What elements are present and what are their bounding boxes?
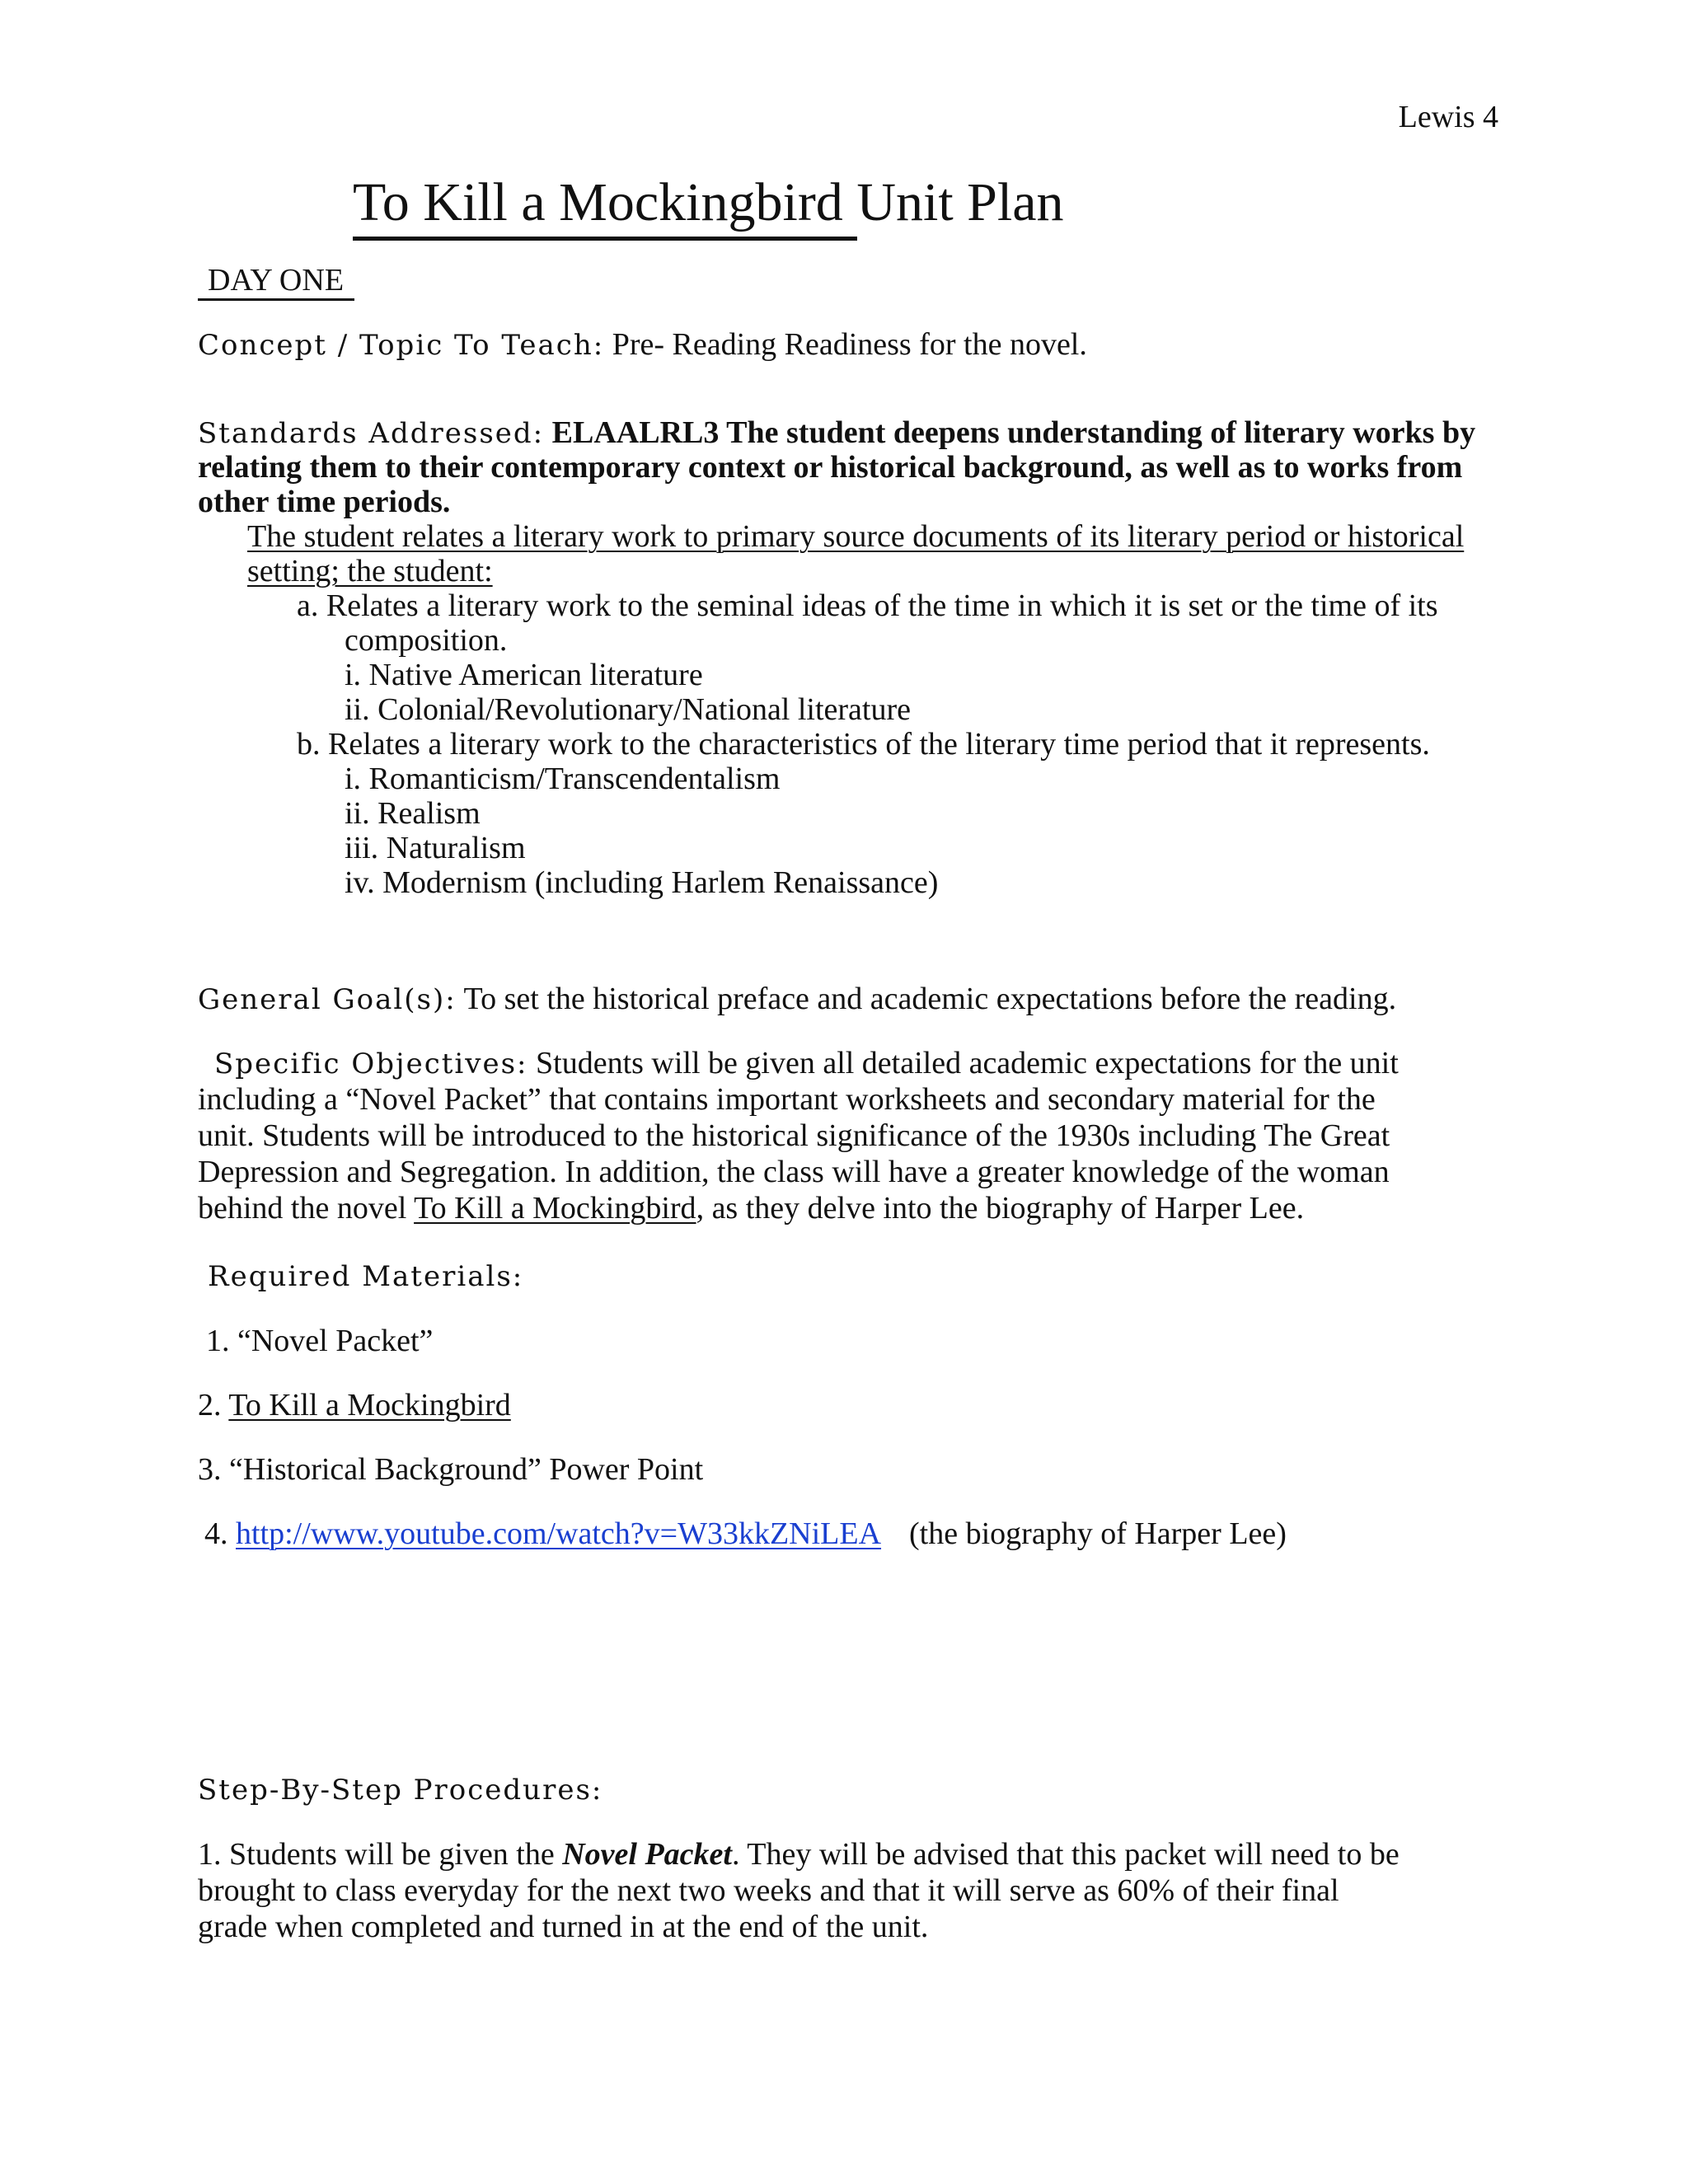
procedure-step-1-line1 <box>198 1836 1400 1872</box>
title-rest: Unit Plan <box>856 172 1064 232</box>
title-novel: To Kill a Mockingbird <box>353 172 843 232</box>
standards-bold-line1: ELAALRL3 The student deepens understanding of literary works by <box>551 415 1476 450</box>
goal-text: To set the historical preface and academic expectations before the reading. <box>463 982 1397 1016</box>
objectives-text-line1: Students will be given all detailed academic expectations for the unit <box>536 1046 1399 1080</box>
materials-item-4 <box>204 1516 1287 1552</box>
procedures-label: Step-By-Step Procedures: <box>198 1774 603 1807</box>
standard-a-ii: ii. Colonial/Revolutionary/National literature <box>345 692 912 727</box>
standards-line1 <box>198 415 1475 452</box>
page-title <box>353 171 1064 234</box>
day-underline <box>198 298 354 301</box>
materials-label: Required Materials: <box>208 1260 524 1293</box>
procedure-step-1-emphasis: Novel Packet <box>562 1837 732 1872</box>
objectives-line3: unit. Students will be introduced to the historical significance of the 1930s including The Great <box>198 1118 1390 1153</box>
materials-item-4-note: (the biography of Harper Lee) <box>909 1516 1287 1551</box>
procedure-step-1-pre: 1. Students will be given the <box>198 1837 563 1872</box>
procedure-step-1-post: . They will be advised that this packet will need to be <box>731 1837 1400 1872</box>
goal-label: General Goal(s): <box>198 983 457 1016</box>
standard-b-i: i. Romanticism/Transcendentalism <box>345 762 781 796</box>
concept-label: Concept / Topic To Teach: <box>198 329 605 362</box>
standards-label: Standards Addressed: <box>198 417 545 450</box>
materials-item-2 <box>198 1387 511 1423</box>
standards-underline-line2: setting; the student: <box>247 554 493 588</box>
objectives-novel-title: To Kill a Mockingbird <box>414 1191 696 1226</box>
objectives-line5-pre: behind the novel <box>198 1191 415 1226</box>
standard-a-i: i. Native American literature <box>345 658 703 692</box>
title-underline <box>353 237 857 241</box>
standards-bold-line2: relating them to their contemporary context or historical background, as well as to works from <box>198 450 1463 485</box>
standard-b-iv: iv. Modernism (including Harlem Renaissance) <box>345 865 939 900</box>
goal-line <box>198 981 1396 1018</box>
objectives-line1 <box>214 1045 1399 1082</box>
page-header: Lewis 4 <box>1398 100 1498 134</box>
materials-item-1: 1. “Novel Packet” <box>206 1324 434 1358</box>
standard-b-iii: iii. Naturalism <box>345 831 526 865</box>
concept-text: Pre- Reading Readiness for the novel. <box>612 327 1087 362</box>
materials-item-2-title: To Kill a Mockingbird <box>228 1388 511 1422</box>
standard-b-line: b. Relates a literary work to the characteristics of the literary time period that it represents. <box>297 727 1430 762</box>
day-label: DAY ONE <box>208 263 345 298</box>
standard-a-line2: composition. <box>345 623 508 658</box>
objectives-line4: Depression and Segregation. In addition, the class will have a greater knowledge of the woman <box>198 1155 1390 1189</box>
materials-item-2-number: 2. <box>198 1388 229 1422</box>
concept-line <box>198 326 1087 363</box>
objectives-line5-post: , as they delve into the biography of Harper Lee. <box>696 1191 1305 1226</box>
objectives-label: Specific Objectives: <box>214 1047 528 1080</box>
youtube-link[interactable]: http://www.youtube.com/watch?v=W33kkZNiLEA <box>236 1516 882 1551</box>
objectives-line5 <box>198 1190 1304 1226</box>
standards-underline-line1: The student relates a literary work to primary source documents of its literary period or historical <box>247 519 1465 554</box>
standard-a-line1: a. Relates a literary work to the seminal ideas of the time in which it is set or the time of its <box>297 588 1438 623</box>
materials-item-4-number: 4. <box>204 1516 236 1551</box>
procedure-step-1-line2: brought to class everyday for the next two weeks and that it will serve as 60% of their final <box>198 1873 1339 1908</box>
standard-b-ii: ii. Realism <box>345 796 481 831</box>
standards-bold-line3: other time periods. <box>198 485 451 519</box>
procedure-step-1-line3: grade when completed and turned in at the end of the unit. <box>198 1910 929 1944</box>
objectives-line2: including a “Novel Packet” that contains important worksheets and secondary material for the <box>198 1082 1376 1117</box>
materials-item-3: 3. “Historical Background” Power Point <box>198 1452 704 1487</box>
